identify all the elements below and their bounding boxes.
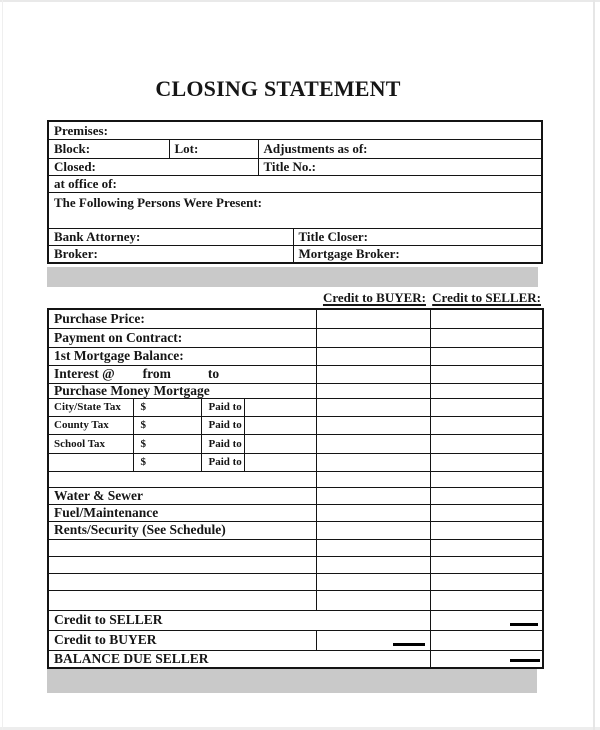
blank-seller-cell [430, 573, 543, 590]
tax-paid-to-cell [244, 434, 316, 453]
blank-ledger-row [48, 471, 316, 487]
interest-buyer-cell [316, 365, 430, 383]
credit-to-buyer-total-label: Credit to BUYER [48, 630, 316, 650]
interest-at-label: Interest @ [54, 366, 115, 381]
purchase-price-buyer-cell [316, 309, 430, 328]
credit-to-buyer-column-header: Credit to BUYER: [322, 290, 426, 305]
title-closer-field: Title Closer: [293, 228, 542, 245]
blank-seller-cell [430, 471, 543, 487]
adjustments-field: Adjustments as of: [258, 139, 542, 158]
blank-ledger-row [48, 573, 316, 590]
credit-to-seller-column-header: Credit to SELLER: [432, 290, 541, 305]
purchase-price-label: Purchase Price: [48, 309, 316, 328]
broker-field: Broker: [48, 245, 293, 263]
ledger-table [47, 308, 544, 669]
rents-security-label: Rents/Security (See Schedule) [48, 521, 316, 539]
first-mortgage-balance-label: 1st Mortgage Balance: [48, 347, 316, 365]
bank-attorney-field: Bank Attorney: [48, 228, 293, 245]
credit-to-buyer-seller-cell [430, 630, 543, 650]
property-info-table [47, 120, 543, 264]
credit-to-seller-total-cell [430, 610, 543, 630]
pmm-seller-cell [430, 383, 543, 398]
interest-to-label: to [207, 366, 220, 381]
fuel-maintenance-seller-cell [430, 504, 543, 521]
payment-on-contract-seller-cell [430, 328, 543, 347]
first-mortgage-buyer-cell [316, 347, 430, 365]
tax-buyer-cell [316, 453, 430, 471]
page-edge-right [593, 0, 595, 730]
amount-blank-line [510, 659, 540, 662]
balance-due-seller-label: BALANCE DUE SELLER [48, 650, 430, 668]
page-title: CLOSING STATEMENT [155, 76, 401, 101]
interest-seller-cell [430, 365, 543, 383]
mortgage-broker-field: Mortgage Broker: [293, 245, 542, 263]
tax-seller-cell [430, 416, 543, 434]
tax-paid-to-label: Paid to [201, 416, 244, 434]
tax-paid-to-cell [244, 453, 316, 471]
tax-row-label: School Tax [48, 434, 133, 453]
blank-buyer-cell [316, 590, 430, 610]
tax-buyer-cell [316, 434, 430, 453]
water-sewer-label: Water & Sewer [48, 487, 316, 504]
closed-field: Closed: [48, 158, 258, 175]
fuel-maintenance-buyer-cell [316, 504, 430, 521]
blank-ledger-row [48, 539, 316, 556]
fuel-maintenance-label: Fuel/Maintenance [48, 504, 316, 521]
blank-ledger-row [48, 590, 316, 610]
blank-seller-cell [430, 539, 543, 556]
lot-field: Lot: [169, 139, 258, 158]
tax-seller-cell [430, 453, 543, 471]
tax-amount-cell: $ [133, 398, 201, 416]
blank-buyer-cell [316, 573, 430, 590]
tax-paid-to-cell [244, 398, 316, 416]
tax-amount-cell: $ [133, 434, 201, 453]
tax-paid-to-label: Paid to [201, 453, 244, 471]
premises-field: Premises: [48, 121, 542, 139]
water-sewer-seller-cell [430, 487, 543, 504]
title-no-field: Title No.: [258, 158, 542, 175]
balance-due-seller-total-cell [430, 650, 543, 668]
tax-row-label: County Tax [48, 416, 133, 434]
pmm-buyer-cell [316, 383, 430, 398]
payment-on-contract-label: Payment on Contract: [48, 328, 316, 347]
tax-buyer-cell [316, 416, 430, 434]
purchase-price-seller-cell [430, 309, 543, 328]
payment-on-contract-buyer-cell [316, 328, 430, 347]
tax-row-label: City/State Tax [48, 398, 133, 416]
amount-blank-line [510, 623, 538, 626]
rents-security-buyer-cell [316, 521, 430, 539]
page-edge-top [0, 0, 600, 2]
blank-seller-cell [430, 556, 543, 573]
at-office-field: at office of: [48, 175, 542, 192]
blank-buyer-cell [316, 539, 430, 556]
blank-seller-cell [430, 590, 543, 610]
credit-to-buyer-total-cell [316, 630, 430, 650]
tax-paid-to-cell [244, 416, 316, 434]
tax-paid-to-label: Paid to [201, 434, 244, 453]
water-sewer-buyer-cell [316, 487, 430, 504]
interest-from-label: from [142, 366, 171, 381]
blank-ledger-row [48, 556, 316, 573]
tax-seller-cell [430, 398, 543, 416]
tax-amount-cell: $ [133, 416, 201, 434]
credit-to-seller-total-label: Credit to SELLER [48, 610, 430, 630]
purchase-money-mortgage-label: Purchase Money Mortgage [48, 383, 316, 398]
blank-buyer-cell [316, 471, 430, 487]
persons-present-field: The Following Persons Were Present: [48, 192, 542, 228]
shaded-divider-bar-bottom [47, 669, 537, 693]
amount-blank-line [393, 643, 425, 646]
interest-row-label [48, 365, 316, 383]
first-mortgage-seller-cell [430, 347, 543, 365]
tax-seller-cell [430, 434, 543, 453]
blank-buyer-cell [316, 556, 430, 573]
tax-row-label [48, 453, 133, 471]
tax-buyer-cell [316, 398, 430, 416]
shaded-divider-bar-top [47, 267, 538, 287]
rents-security-seller-cell [430, 521, 543, 539]
tax-paid-to-label: Paid to [201, 398, 244, 416]
page-edge-left [2, 0, 3, 730]
tax-amount-cell: $ [133, 453, 201, 471]
block-field: Block: [48, 139, 169, 158]
